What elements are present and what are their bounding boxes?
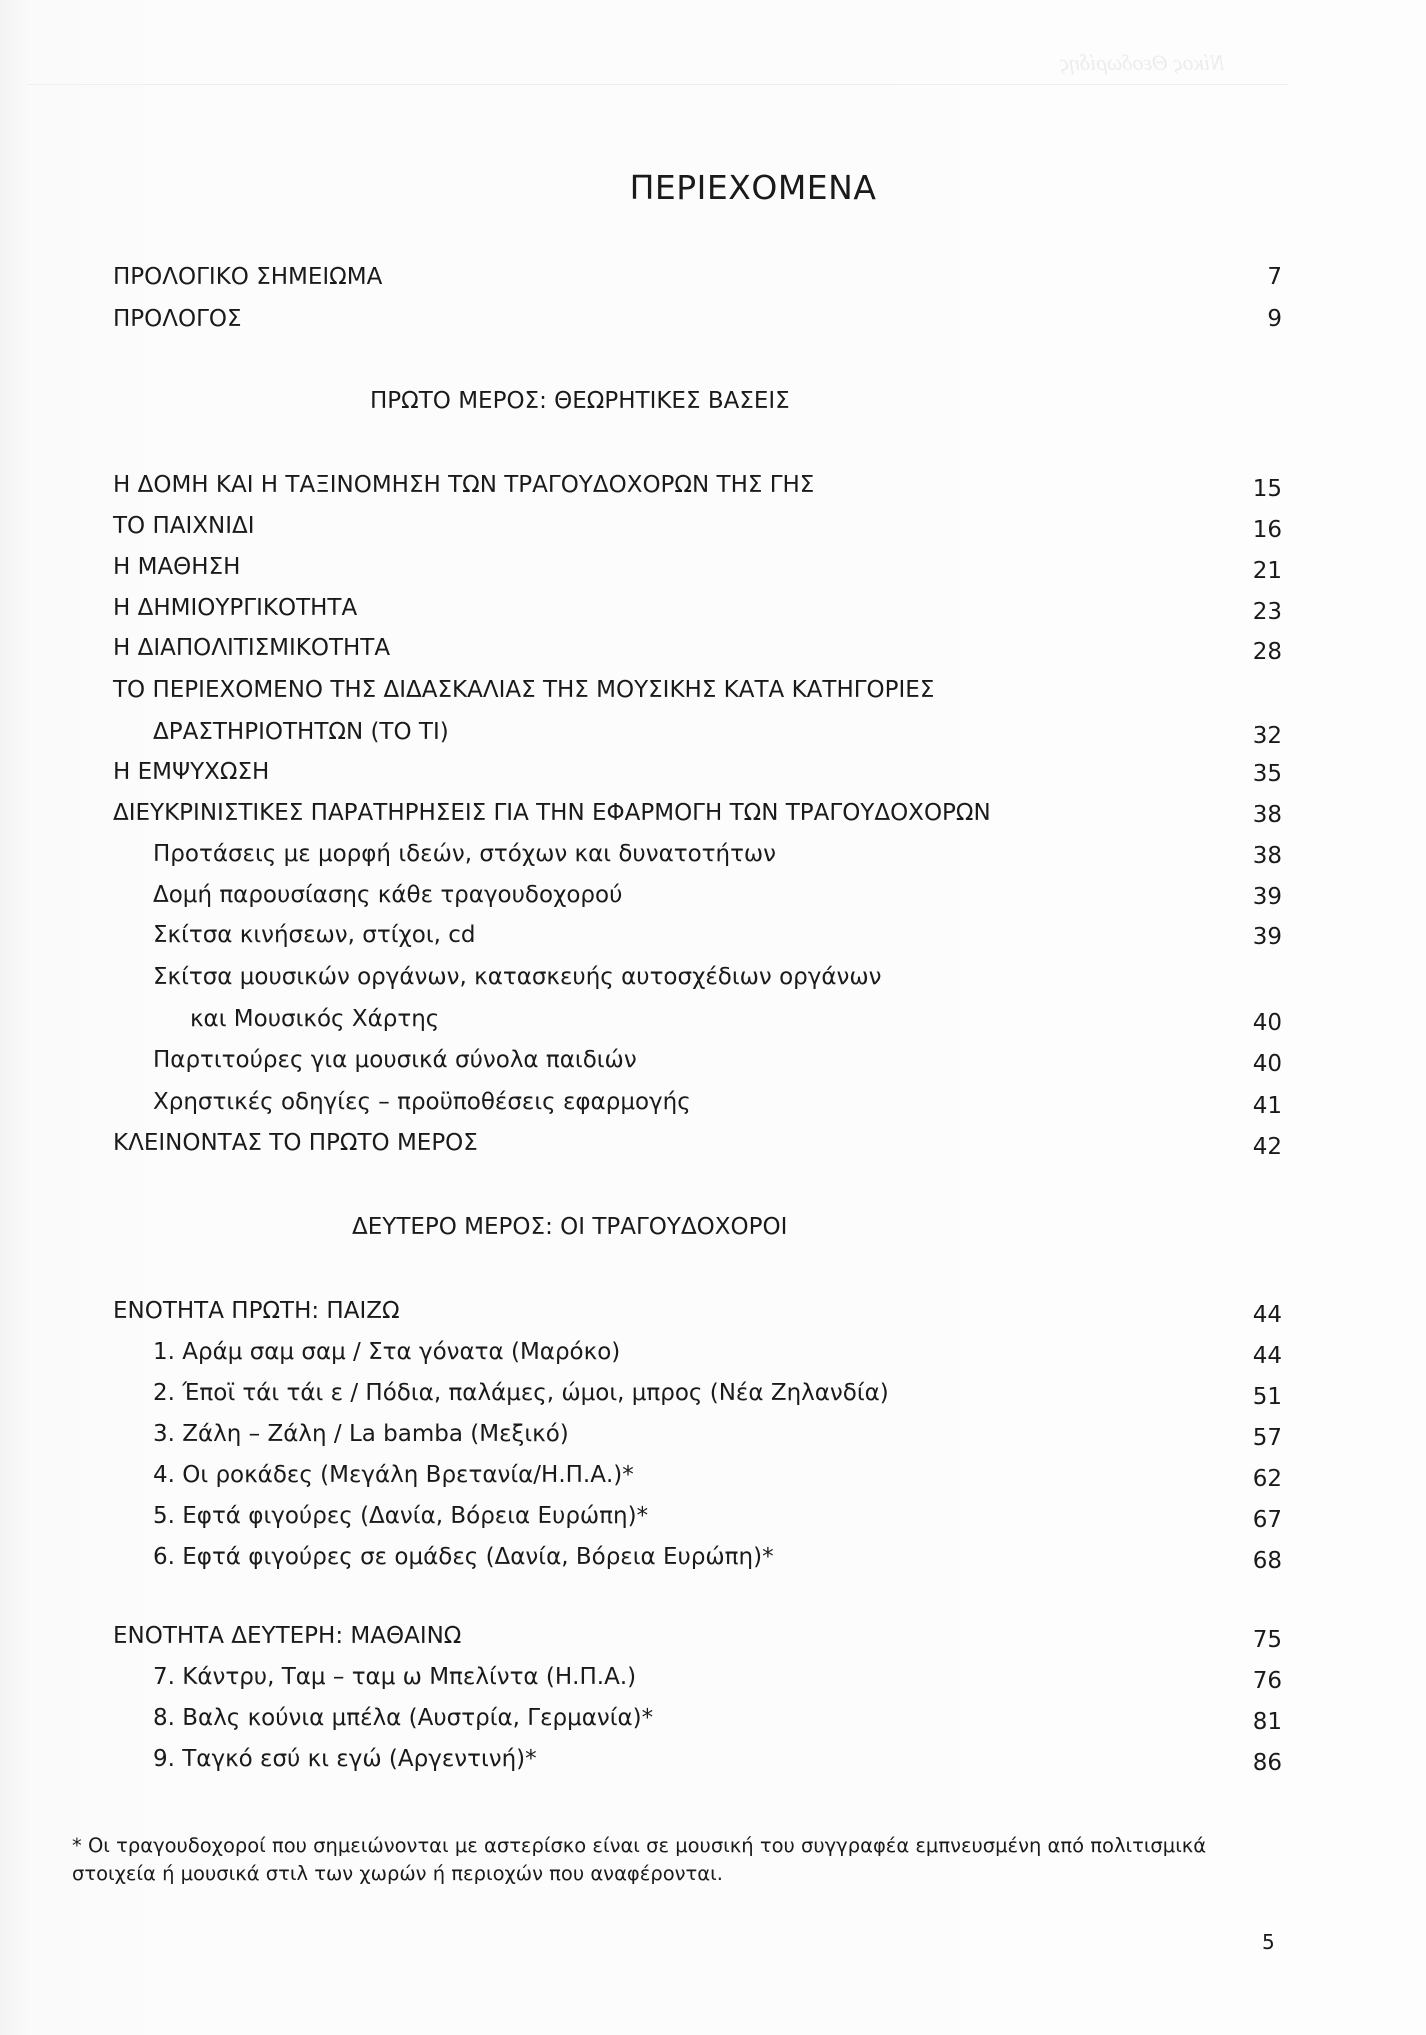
- toc-entry-page: 9: [1267, 306, 1282, 332]
- toc-entry-page: 39: [1252, 924, 1282, 950]
- toc-entry-label: Προτάσεις με μορφή ιδεών, στόχων και δυνατοτήτων: [153, 841, 777, 867]
- toc-entry-page: 42: [1252, 1134, 1282, 1160]
- toc-entry-label: Η ΜΑΘΗΣΗ: [113, 554, 241, 580]
- toc-entry-label: 3. Ζάλη – Ζάλη / La bamba (Μεξικό): [153, 1421, 569, 1447]
- toc-entry: [0, 1085, 1426, 1119]
- toc-entry-page: 81: [1252, 1709, 1282, 1735]
- toc-entry: [0, 591, 1426, 625]
- toc-entry-label: Σκίτσα μουσικών οργάνων, κατασκευής αυτοσχέδιων οργάνων: [153, 964, 882, 990]
- toc-entry-label: ΤΟ ΠΑΙΧΝΙΔΙ: [113, 513, 255, 539]
- toc-entry-page: 44: [1252, 1302, 1282, 1328]
- toc-entry-page: 68: [1252, 1548, 1282, 1574]
- toc-entry: [0, 837, 1426, 871]
- toc-entry-label: ΕΝΟΤΗΤΑ ΠΡΩΤΗ: ΠΑΙΖΩ: [113, 1298, 400, 1324]
- toc-unit-heading: [0, 1294, 1426, 1328]
- page-number: 5: [1262, 1930, 1275, 1954]
- toc-entry: [0, 1701, 1426, 1735]
- toc-entry-page: 86: [1252, 1750, 1282, 1776]
- toc-entry-page: 40: [1252, 1051, 1282, 1077]
- toc-entry: [0, 673, 1426, 707]
- toc-entry-page: 76: [1252, 1668, 1282, 1694]
- toc-entry: [0, 1417, 1426, 1451]
- toc-entry-page: 44: [1252, 1343, 1282, 1369]
- toc-entry-label: Η ΕΜΨΥΧΩΣΗ: [113, 759, 270, 785]
- toc-entry-page: 23: [1252, 599, 1282, 625]
- toc-entry: [0, 755, 1426, 789]
- toc-entry-page: 32: [1252, 723, 1282, 749]
- toc-entry-page: 57: [1252, 1425, 1282, 1451]
- bleed-through-running-header: Νίκος Θεοδωρίδης: [1060, 50, 1225, 75]
- toc-entry-page: 7: [1267, 264, 1282, 290]
- toc-entry: [0, 960, 1426, 994]
- toc-entry: [0, 550, 1426, 584]
- toc-entry: [0, 631, 1426, 665]
- toc-entry: [0, 1043, 1426, 1077]
- toc-entry: [0, 302, 1426, 336]
- part-one-heading: ΠΡΩΤΟ ΜΕΡΟΣ: ΘΕΩΡΗΤΙΚΕΣ ΒΑΣΕΙΣ: [370, 388, 790, 414]
- toc-entry-page: 41: [1252, 1093, 1282, 1119]
- contents-title: ΠΕΡΙΕΧΟΜΕΝΑ: [629, 168, 877, 207]
- toc-entry: [0, 1660, 1426, 1694]
- toc-unit-heading: [0, 1619, 1426, 1653]
- toc-entry-label: ΠΡΟΛΟΓΙΚΟ ΣΗΜΕΙΩΜΑ: [113, 264, 383, 290]
- toc-entry-label: 7. Κάντρυ, Ταμ – ταμ ω Μπελίντα (Η.Π.Α.): [153, 1664, 637, 1690]
- toc-entry-page: 15: [1252, 476, 1282, 502]
- toc-entry-label: Η ΔΗΜΙΟΥΡΓΙΚΟΤΗΤΑ: [113, 595, 358, 621]
- toc-entry-label: Παρτιτούρες για μουσικά σύνολα παιδιών: [153, 1047, 637, 1073]
- toc-entry: [0, 1126, 1426, 1160]
- toc-entry-label: ΤΟ ΠΕΡΙΕΧΟΜΕΝΟ ΤΗΣ ΔΙΔΑΣΚΑΛΙΑΣ ΤΗΣ ΜΟΥΣΙΚΗΣ ΚΑΤΑ ΚΑΤΗΓΟΡΙΕΣ: [113, 677, 935, 703]
- toc-entry-label: και Μουσικός Χάρτης: [190, 1006, 440, 1032]
- toc-entry-label: Χρηστικές οδηγίες – προϋποθέσεις εφαρμογής: [153, 1089, 691, 1115]
- toc-entry-label: Η ΔΟΜΗ ΚΑΙ Η ΤΑΞΙΝΟΜΗΣΗ ΤΩΝ ΤΡΑΓΟΥΔΟΧΟΡΩΝ ΤΗΣ ΓΗΣ: [113, 472, 815, 498]
- toc-entry-page: 35: [1252, 761, 1282, 787]
- toc-entry-page: 21: [1252, 558, 1282, 584]
- footnote: * Οι τραγουδοχοροί που σημειώνονται με αστερίσκο είναι σε μουσική του συγγραφέα εμπνευσμένη από πολιτισμικά στοιχεία ή μουσικά στιλ των χωρών ή περιοχών που αναφέρονται.: [72, 1834, 1207, 1885]
- toc-entry-label: Σκίτσα κινήσεων, στίχοι, cd: [153, 922, 476, 948]
- toc-entry-page: 51: [1252, 1384, 1282, 1410]
- toc-entry-page: 39: [1252, 884, 1282, 910]
- toc-entry-label: 5. Εφτά φιγούρες (Δανία, Βόρεια Ευρώπη)*: [153, 1503, 649, 1529]
- toc-entry: [0, 878, 1426, 912]
- toc-entry-label: 4. Οι ροκάδες (Μεγάλη Βρετανία/Η.Π.Α.)*: [153, 1462, 634, 1488]
- toc-entry: [0, 260, 1426, 294]
- bleed-through-rule: [28, 84, 1288, 85]
- toc-entry-label: ΚΛΕΙΝΟΝΤΑΣ ΤΟ ΠΡΩΤΟ ΜΕΡΟΣ: [113, 1130, 478, 1156]
- toc-entry-continuation: [0, 1002, 1426, 1036]
- toc-entry-label: Η ΔΙΑΠΟΛΙΤΙΣΜΙΚΟΤΗΤΑ: [113, 635, 391, 661]
- toc-entry-label: ΔΡΑΣΤΗΡΙΟΤΗΤΩΝ (ΤΟ ΤΙ): [153, 719, 449, 745]
- toc-entry-page: 16: [1252, 517, 1282, 543]
- toc-entry: [0, 509, 1426, 543]
- toc-entry-label: Δομή παρουσίασης κάθε τραγουδοχορού: [153, 882, 623, 908]
- toc-entry: [0, 1742, 1426, 1776]
- toc-entry-label: 9. Ταγκό εσύ κι εγώ (Αργεντινή)*: [153, 1746, 537, 1772]
- toc-entry-label: 2. Έποϊ τάι τάι ε / Πόδια, παλάμες, ώμοι, μπρος (Νέα Ζηλανδία): [153, 1380, 889, 1406]
- toc-entry: [0, 1499, 1426, 1533]
- part-two-heading: ΔΕΥΤΕΡΟ ΜΕΡΟΣ: ΟΙ ΤΡΑΓΟΥΔΟΧΟΡΟΙ: [352, 1214, 788, 1240]
- toc-entry: [0, 796, 1426, 830]
- toc-entry-page: 75: [1252, 1627, 1282, 1653]
- toc-entry-page: 38: [1252, 802, 1282, 828]
- toc-entry-page: 38: [1252, 843, 1282, 869]
- toc-entry-page: 62: [1252, 1466, 1282, 1492]
- toc-entry-label: 6. Εφτά φιγούρες σε ομάδες (Δανία, Βόρεια Ευρώπη)*: [153, 1544, 774, 1570]
- toc-entry-label: 8. Βαλς κούνια μπέλα (Αυστρία, Γερμανία)*: [153, 1705, 654, 1731]
- toc-entry: [0, 1458, 1426, 1492]
- toc-entry-label: ΕΝΟΤΗΤΑ ΔΕΥΤΕΡΗ: ΜΑΘΑΙΝΩ: [113, 1623, 462, 1649]
- toc-entry: [0, 1335, 1426, 1369]
- toc-entry: [0, 468, 1426, 502]
- toc-entry-continuation: [0, 715, 1426, 749]
- toc-entry: [0, 1540, 1426, 1574]
- toc-entry-label: ΔΙΕΥΚΡΙΝΙΣΤΙΚΕΣ ΠΑΡΑΤΗΡΗΣΕΙΣ ΓΙΑ ΤΗΝ ΕΦΑΡΜΟΓΗ ΤΩΝ ΤΡΑΓΟΥΔΟΧΟΡΩΝ: [113, 800, 991, 826]
- toc-entry: [0, 918, 1426, 952]
- toc-entry: [0, 1376, 1426, 1410]
- toc-entry-page: 28: [1252, 639, 1282, 665]
- toc-entry-page: 67: [1252, 1507, 1282, 1533]
- toc-entry-label: 1. Αράμ σαμ σαμ / Στα γόνατα (Μαρόκο): [153, 1339, 621, 1365]
- toc-entry-label: ΠΡΟΛΟΓΟΣ: [113, 306, 242, 332]
- toc-entry-page: 40: [1252, 1010, 1282, 1036]
